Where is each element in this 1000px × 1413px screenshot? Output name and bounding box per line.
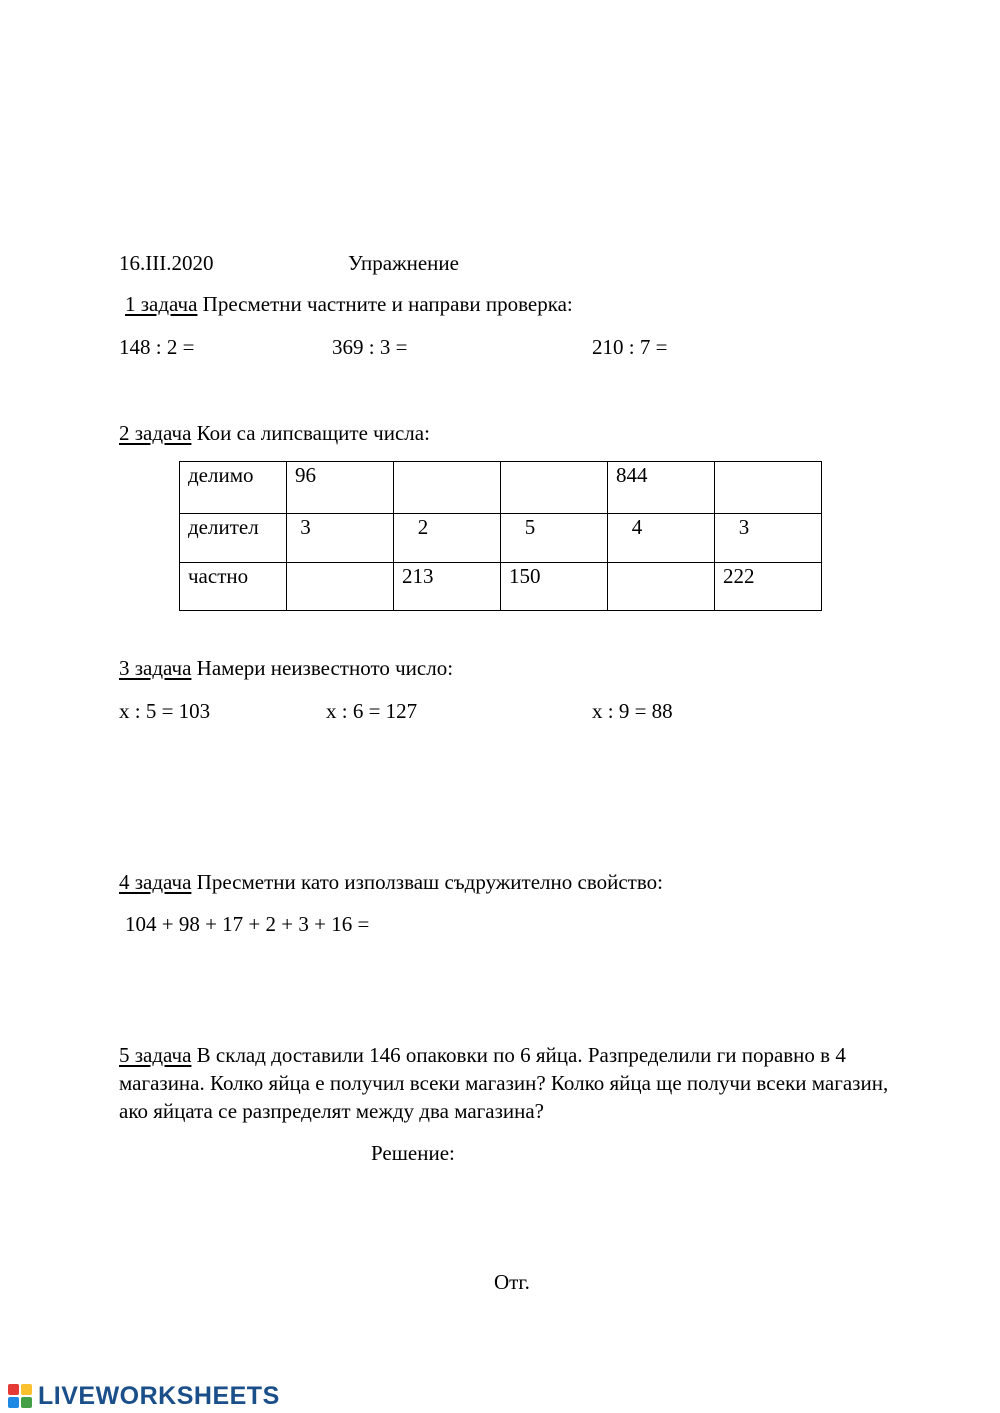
task4-expression: 104 + 98 + 17 + 2 + 3 + 16 = (125, 912, 370, 936)
table-cell-blank[interactable] (715, 462, 822, 514)
task3-expression-2: x : 6 = 127 (326, 699, 418, 723)
worksheet-title: Упражнение (348, 251, 459, 275)
task3-heading (119, 658, 453, 679)
table-cell-blank[interactable] (501, 462, 608, 514)
task1-heading (125, 294, 573, 315)
table-cell-header: делимо (180, 462, 287, 514)
task3-label: 3 задача (119, 656, 192, 680)
worksheet-date: 16.III.2020 (119, 251, 214, 275)
task2-heading (119, 423, 430, 444)
task2-text: Кои са липсващите числа: (191, 421, 430, 445)
answer-label: Отг. (494, 1270, 530, 1294)
liveworksheets-logo-icon (8, 1384, 32, 1408)
table-cell: 5 (501, 514, 608, 563)
task4-label: 4 задача (119, 870, 192, 894)
table-row-dividend (180, 462, 822, 514)
logo-block-red (8, 1384, 19, 1395)
task1-expression-1: 148 : 2 = (119, 335, 195, 359)
table-row-divisor (180, 514, 822, 563)
task3-expression-1: x : 5 = 103 (119, 699, 211, 723)
table-cell: 3 (715, 514, 822, 563)
table-cell: 96 (287, 462, 394, 514)
task1-expression-2: 369 : 3 = (332, 335, 408, 359)
table-cell-blank[interactable] (608, 563, 715, 611)
table-cell: 222 (715, 563, 822, 611)
task5-label: 5 задача (119, 1043, 192, 1067)
table-cell-blank[interactable] (394, 462, 501, 514)
table-cell: 3 (287, 514, 394, 563)
table-cell-header: делител (180, 514, 287, 563)
table-cell-header: частно (180, 563, 287, 611)
logo-block-blue (8, 1397, 19, 1408)
task5-text: В склад доставили 146 опаковки по 6 яйца. Разпределили ги поравно в 4 магазина. Колко яйца е получил всеки магазин? Колко яйца ще получи всеки магазин, ако яйцата се разпределят между два магазина? (119, 1043, 889, 1123)
solution-label: Решение: (371, 1141, 455, 1165)
table-cell: 844 (608, 462, 715, 514)
table-cell: 4 (608, 514, 715, 563)
table-cell: 213 (394, 563, 501, 611)
task4-heading (119, 872, 663, 893)
task3-text: Намери неизвестното число: (191, 656, 454, 680)
task1-label: 1 задача (125, 292, 198, 316)
task1-text: Пресметни частните и направи проверка: (197, 292, 573, 316)
task2-label: 2 задача (119, 421, 192, 445)
missing-numbers-table (179, 461, 822, 611)
table-cell-blank[interactable] (287, 563, 394, 611)
liveworksheets-logo (8, 1383, 280, 1409)
table-row-quotient (180, 563, 822, 611)
logo-text: LIVEWORKSHEETS (38, 1381, 280, 1410)
task4-text: Пресметни като използваш съдружително свойство: (191, 870, 663, 894)
task3-expression-3: x : 9 = 88 (592, 699, 673, 723)
task5-paragraph (119, 1041, 899, 1125)
logo-block-green (21, 1397, 32, 1408)
logo-block-yellow (21, 1384, 32, 1395)
table-cell: 2 (394, 514, 501, 563)
table-cell: 150 (501, 563, 608, 611)
task1-expression-3: 210 : 7 = (592, 335, 668, 359)
